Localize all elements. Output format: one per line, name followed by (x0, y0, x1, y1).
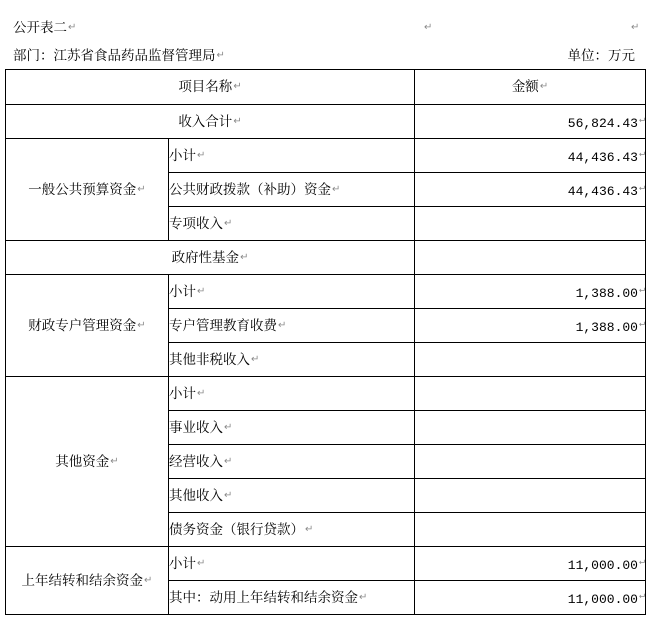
row-name: 公共财政拨款（补助）资金↵ (169, 173, 415, 207)
department-label: 部门： (13, 48, 54, 64)
row-amount: 11,000.00↵ (415, 547, 646, 581)
row-name: 其中：动用上年结转和结余资金↵ (169, 581, 415, 615)
paragraph-mark-icon: ↵ (631, 22, 640, 33)
department-line (13, 45, 225, 67)
government-fund-amount (415, 241, 646, 275)
row-amount: 44,436.43↵ (415, 173, 646, 207)
row-amount: 11,000.00↵ (415, 581, 646, 615)
table-row (6, 377, 646, 411)
income-table (5, 69, 646, 615)
row-amount (415, 445, 646, 479)
total-label: 收入合计↵ (6, 105, 415, 139)
row-amount (415, 207, 646, 241)
government-fund-label: 政府性基金↵ (6, 241, 415, 275)
total-amount: 56,824.43↵ (415, 105, 646, 139)
row-amount (415, 377, 646, 411)
row-name: 小计↵ (169, 139, 415, 173)
row-name: 其他非税收入↵ (169, 343, 415, 377)
unit-line (568, 45, 636, 67)
group-label-carryover: 上年结转和结余资金↵ (6, 547, 169, 615)
table-header-row (6, 70, 646, 105)
table-row-government-fund (6, 241, 646, 275)
paragraph-mark-icon: ↵ (424, 22, 433, 33)
row-amount: 1,388.00↵ (415, 275, 646, 309)
column-header-amount: 金额↵ (415, 70, 646, 105)
row-name: 专户管理教育收费↵ (169, 309, 415, 343)
table-row (6, 139, 646, 173)
row-name: 小计↵ (169, 377, 415, 411)
row-name: 事业收入↵ (169, 411, 415, 445)
row-amount: 1,388.00↵ (415, 309, 646, 343)
table-title (13, 17, 76, 39)
table-row (6, 275, 646, 309)
group-label-other-funds: 其他资金↵ (6, 377, 169, 547)
unit-label: 单位： (567, 48, 608, 64)
unit-value: 万元 (608, 48, 635, 64)
column-header-item-name: 项目名称↵ (6, 70, 415, 105)
table-row (6, 547, 646, 581)
group-label-special-account: 财政专户管理资金↵ (6, 275, 169, 377)
row-name: 专项收入↵ (169, 207, 415, 241)
row-name: 小计↵ (169, 547, 415, 581)
paragraph-mark-icon: ↵ (216, 50, 225, 61)
row-amount: 44,436.43↵ (415, 139, 646, 173)
row-name: 小计↵ (169, 275, 415, 309)
table-row-total (6, 105, 646, 139)
row-amount (415, 343, 646, 377)
department-name: 江苏省食品药品监督管理局 (53, 48, 216, 64)
row-name: 债务资金（银行贷款）↵ (169, 513, 415, 547)
row-name: 其他收入↵ (169, 479, 415, 513)
paragraph-mark-icon: ↵ (68, 22, 77, 33)
group-label-general-budget: 一般公共预算资金↵ (6, 139, 169, 241)
row-amount (415, 411, 646, 445)
row-amount (415, 479, 646, 513)
table-title-text: 公开表二 (13, 20, 67, 36)
row-amount (415, 513, 646, 547)
row-name: 经营收入↵ (169, 445, 415, 479)
